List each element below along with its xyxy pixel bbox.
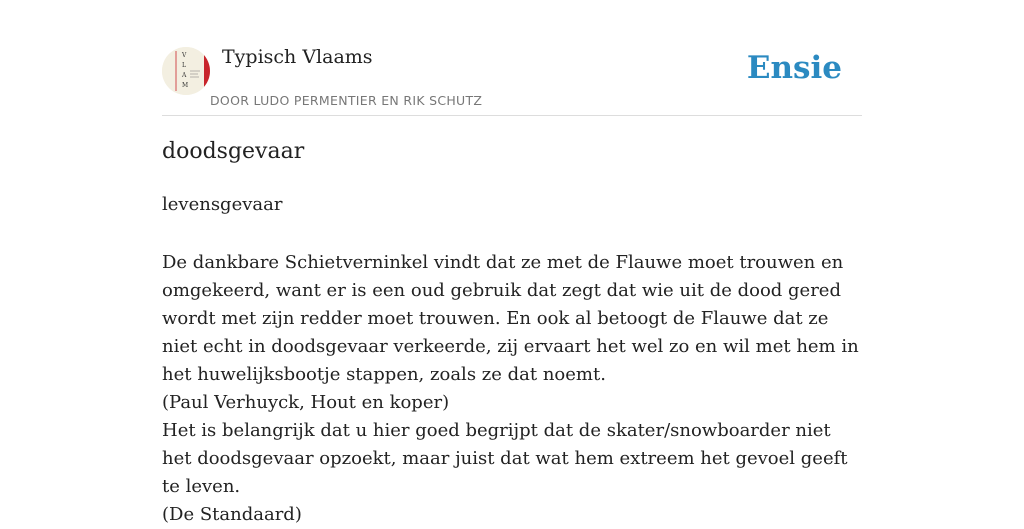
header (162, 0, 862, 116)
svg-text:L: L (182, 62, 186, 69)
example-quote: De dankbare Schietverninkel vindt dat ze met de Flauwe moet trouwen en omgekeerd, want er is een oud gebruik dat zegt dat wie uit de dood gered wordt met zijn redder moet trouwen. En ook al betoogt de Flauwe dat ze niet echt in doodsgevaar verkeerde, zij ervaart het wel zo en wil met hem in het huwelijksbootje stappen, zoals ze dat noemt. (162, 252, 859, 385)
entry-meaning: levensgevaar (162, 194, 283, 215)
example-source: (De Standaard) (162, 504, 302, 525)
authors-byline: DOOR LUDO PERMENTIER EN RIK SCHUTZ (210, 93, 483, 108)
ensie-brand-logo[interactable]: Ensie (746, 50, 842, 86)
source-logo-icon[interactable] (162, 47, 210, 95)
entry-word: doodsgevaar (162, 139, 305, 164)
svg-text:A: A (182, 72, 187, 79)
example-quote: Het is belangrijk dat u hier goed begrijpt dat de skater/snowboarder niet het doodsgevaar opzoekt, maar juist dat wat hem extreem het gevoel geeft te leven. (162, 420, 848, 497)
source-title[interactable]: Typisch Vlaams (222, 46, 373, 68)
entry-examples (162, 249, 862, 529)
svg-text:V: V (182, 52, 187, 59)
book-cover-icon (162, 47, 210, 95)
example-source: (Paul Verhuyck, Hout en koper) (162, 392, 450, 413)
svg-text:M: M (182, 82, 189, 89)
page-content (162, 0, 862, 525)
